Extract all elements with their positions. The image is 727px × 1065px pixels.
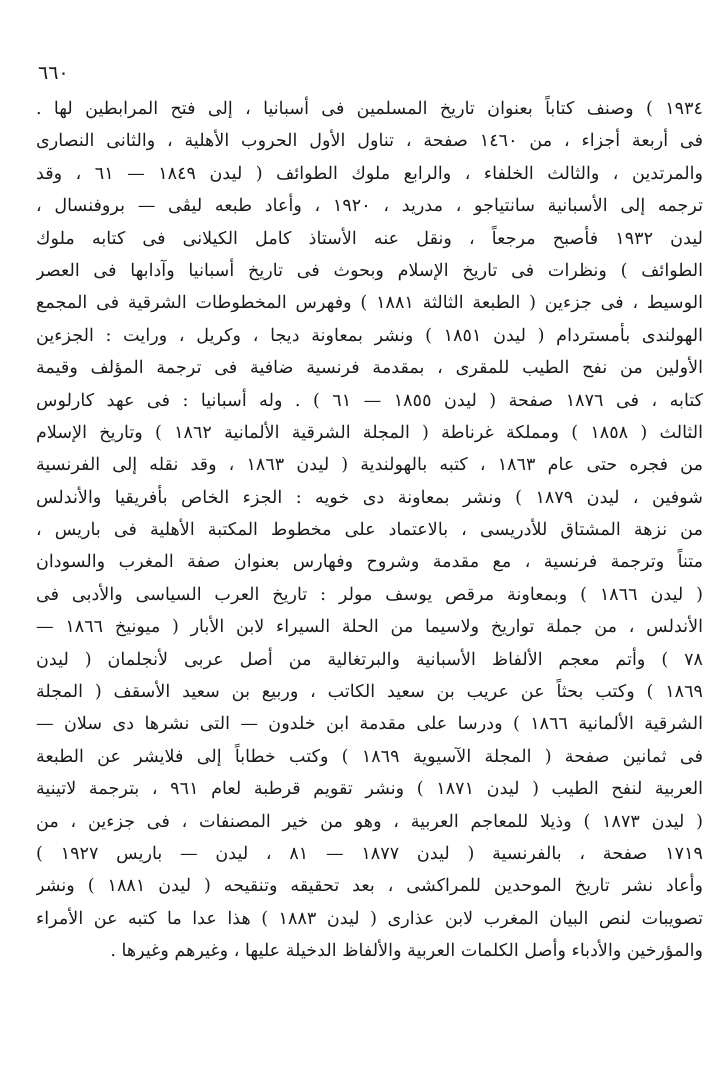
- text-line: ٧٨ ) وأتم معجم الألفاظ الأسبانية والبرتغالية من أصل عربى لأنجلمان ( ليدن: [36, 649, 703, 670]
- text-line: ١٩٣٤ ) وصنف كتاباً بعنوان تاريخ المسلمين فى أسبانيا ، إلى فتح المرابطين لها .: [36, 99, 703, 119]
- text-line: ( ليدن ١٨٦٦ ) وبمعاونة مرقص يوسف مولر : تاريخ العرب السياسى والأدبى فى: [36, 584, 703, 605]
- text-line: الأندلس ، من جملة تواريخ ولاسيما من الحلة السيراء لابن الأبار ( ميونيخ ١٨٦٦ —: [36, 617, 703, 638]
- text-line: ( ليدن ١٨٧٣ ) وذيلا للمعاجم العربية ، وهو من خير المصنفات ، فى جزءين ، من: [36, 811, 703, 832]
- text-line: الطوائف ) ونظرات فى تاريخ الإسلام وبحوث فى تاريخ أسبانيا وآدابها فى العصر: [36, 260, 703, 281]
- text-line: فى أربعة أجزاء ، من ١٤٦٠ صفحة ، تناول الأول الحروب الأهلية ، والثانى النصارى: [36, 131, 703, 152]
- text-line: ١٨٦٩ ) وكتب بحثاً عن عريب بن سعيد الكاتب ، وربيع بن سعيد الأسقف ( المجلة: [36, 682, 703, 703]
- text-line: فى ثمانين صفحة ( المجلة الآسيوية ١٨٦٩ ) وكتب خطاباً إلى فلايشر عن الطبعة: [36, 746, 703, 767]
- text-line: الوسيط ، فى جزءين ( الطبعة الثالثة ١٨٨١ ) وفهرس المخطوطات الشرقية فى المجمع: [36, 293, 703, 314]
- text-line: الثالث ( ١٨٥٨ ) ومملكة غرناطة ( المجلة الشرقية الألمانية ١٨٦٢ ) وتاريخ الإسلام: [36, 422, 703, 443]
- text-line: ليدن ١٩٣٢ فأصبح مرجعاً ، ونقل عنه الأستاذ كامل الكيلانى فى كتابه ملوك: [36, 228, 703, 249]
- text-line: والمرتدين ، والثالث الخلفاء ، والرابع ملوك الطوائف ( ليدن ١٨٤٩ — ٦١ ، وقد: [36, 163, 703, 184]
- text-line: الأولين من نفح الطيب للمقرى ، بمقدمة فرنسية ضافية فى ترجمة المؤلف وقيمة: [36, 358, 703, 379]
- text-line: ١٧١٩ صفحة ، بالفرنسية ( ليدن ١٨٧٧ — ٨١ ، ليدن — باريس ١٩٢٧ ): [36, 843, 703, 864]
- text-line: تصويبات لنص البيان المغرب لابن عذارى ( ليدن ١٨٨٣ ) هذا عدا ما كتبه عن الأمراء: [36, 908, 703, 929]
- text-line: من فجره حتى عام ١٨٦٣ ، كتبه بالهولندية ( ليدن ١٨٦٣ ، وقد نقله إلى الفرنسية: [36, 455, 703, 476]
- text-line: وأعاد نشر تاريخ الموحدين للمراكشى ، بعد تحقيقه وتنقيحه ( ليدن ١٨٨١ ) ونشر: [36, 876, 703, 897]
- text-line: كتابه ، فى ١٨٧٦ صفحة ( ليدن ١٨٥٥ — ٦١ ) . وله أسبانيا : فى عهد كارلوس: [36, 390, 703, 411]
- text-line: متناً وترجمة فرنسية ، مع مقدمة وشروح وفهارس بعنوان صفة المغرب والسودان: [36, 552, 703, 573]
- text-line: من نزهة المشتاق للأدريسى ، بالاعتماد على مخطوط المكتبة الأهلية فى باريس ،: [36, 520, 703, 541]
- text-line-last: والمؤرخين والأدباء وأصل الكلمات العربية والألفاظ الدخيلة عليها ، وغيرهم وغيرها .: [110, 941, 703, 962]
- page-number: ٦٦٠: [38, 62, 69, 84]
- text-line: الهولندى بأمستردام ( ليدن ١٨٥١ ) ونشر بمعاونة ديجا ، وكريل ، ورايت : الجزءين: [36, 325, 703, 346]
- text-line: الشرقية الألمانية ١٨٦٦ ) ودرسا على مقدمة ابن خلدون — التى نشرها دى سلان —: [36, 714, 703, 735]
- text-line: ترجمه إلى الأسبانية سانتياجو ، مدريد ، ١٩٢٠ ، وأعاد طبعه ليڤى — بروفنسال ،: [36, 196, 703, 217]
- text-line: شوفين ، ليدن ١٨٧٩ ) ونشر بمعاونة دى خويه : الجزء الخاص بأفريقيا والأندلس: [36, 487, 703, 508]
- text-line: العربية لنفح الطيب ( ليدن ١٨٧١ ) ونشر تقويم قرطبة لعام ٩٦١ ، بترجمة لاتينية: [36, 779, 703, 800]
- body-text: [36, 93, 703, 968]
